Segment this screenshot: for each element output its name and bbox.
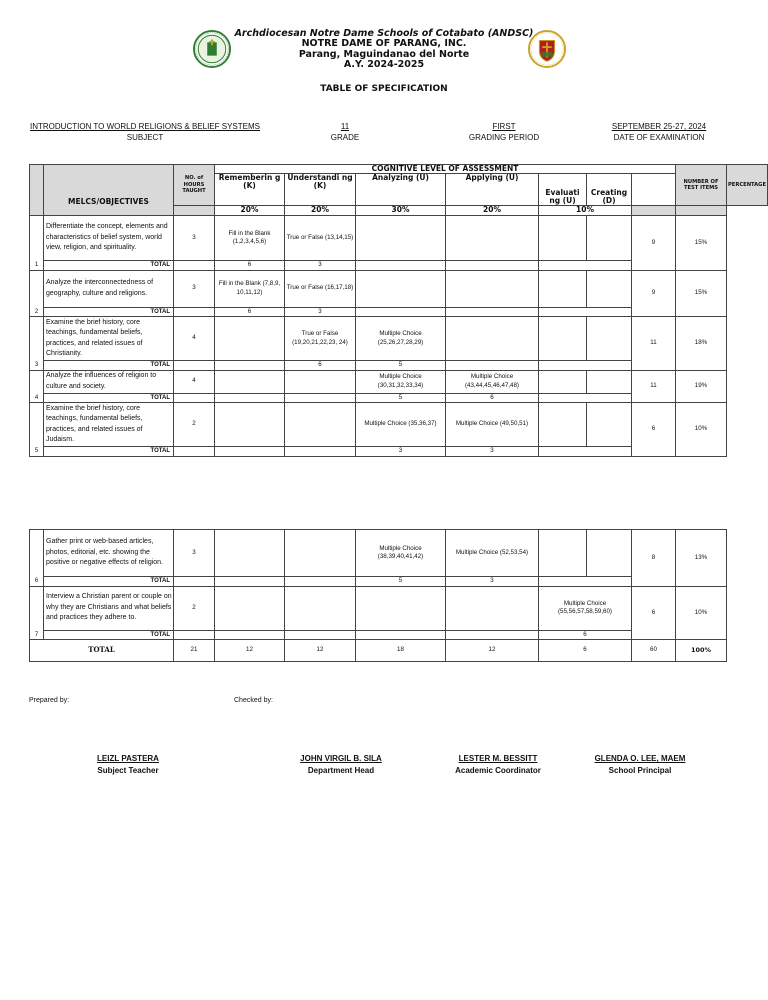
evaluating-creating-weight: 10% (539, 206, 632, 216)
subtotal-hours (174, 307, 215, 317)
subtotal-evaluating-creating: 6 (539, 630, 632, 640)
subject-label: SUBJECT (126, 133, 164, 142)
row-percentage: 15% (676, 270, 727, 317)
objective-row (30, 586, 727, 630)
evaluating-items (539, 317, 587, 361)
signatory-role: Department Head (307, 766, 375, 775)
subtotal-evaluating-creating (539, 393, 632, 403)
test-items-count: 6 (632, 586, 676, 640)
subtotal-label: TOTAL (44, 361, 174, 371)
grading-period-field (454, 121, 554, 143)
row-number: 5 (30, 403, 44, 457)
understanding-items (285, 586, 356, 630)
understanding-items: True or False (16,17,18) (285, 270, 356, 307)
hours-blank-cell (174, 206, 215, 216)
subtotal-remembering (215, 393, 285, 403)
row-percentage: 18% (676, 317, 727, 371)
row-number: 7 (30, 586, 44, 640)
subtotal-evaluating-creating (539, 307, 632, 317)
grade-field (310, 121, 380, 143)
remembering-items (215, 586, 285, 630)
subtotal-understanding (285, 630, 356, 640)
school-year: A.Y. 2024-2025 (343, 59, 425, 70)
evaluating-items (539, 370, 587, 393)
subtotal-evaluating-creating (539, 577, 632, 587)
objective-text: Analyze the interconnectedness of geography, culture and religions. (44, 270, 174, 307)
objective-row (30, 317, 768, 361)
grading-period-label: GRADING PERIOD (468, 133, 540, 142)
row-number: 6 (30, 530, 44, 587)
subtotal-applying (446, 361, 539, 371)
hours-taught: 3 (174, 270, 215, 307)
test-items-count: 9 (632, 216, 676, 271)
subtotal-analyzing (356, 307, 446, 317)
subtotal-analyzing (356, 261, 446, 271)
subtotal-analyzing: 3 (356, 447, 446, 457)
objective-text: Gather print or web-based articles, photos, editorial, etc. showing the positive or negative effects of religion. (44, 530, 174, 577)
analyzing-items: Multiple Choice (30,31,32,33,34) (356, 370, 446, 393)
test-items-count: 9 (632, 270, 676, 317)
school-address: Parang, Maguindanao del Norte (298, 48, 470, 60)
total-hours: 21 (174, 640, 215, 662)
subtotal-label: TOTAL (44, 630, 174, 640)
row-number: 1 (30, 216, 44, 271)
creating-items (587, 370, 632, 393)
percentage-header: PERCENTAGE (727, 165, 768, 206)
applying-items (446, 270, 539, 307)
total-applying: 12 (446, 640, 539, 662)
subtotal-applying: 3 (446, 577, 539, 587)
hours-taught: 3 (174, 530, 215, 577)
row-number: 3 (30, 317, 44, 371)
total-analyzing: 18 (356, 640, 446, 662)
understanding-items: True or False (13,14,15) (285, 216, 356, 261)
signatory-school-principal (570, 753, 710, 777)
analyzing-items: Multiple Choice (25,26,27,28,29) (356, 317, 446, 361)
creating-header: Creating (D) (587, 174, 632, 206)
subtotal-analyzing: 5 (356, 577, 446, 587)
hours-header: NO. of HOURS TAUGHT (174, 165, 215, 206)
applying-items: Multiple Choice (49,50,51) (446, 403, 539, 447)
applying-weight: 20% (446, 206, 539, 216)
signatory-role: Subject Teacher (97, 766, 159, 775)
evaluating-items (539, 530, 587, 577)
analyzing-items (356, 586, 446, 630)
grand-total-row (30, 640, 727, 662)
signatory-name: GLENDA O. LEE, MAEM (594, 754, 686, 763)
subtotal-evaluating-creating (539, 261, 632, 271)
remembering-items (215, 370, 285, 393)
school-header (0, 28, 768, 71)
subtotal-understanding: 3 (285, 261, 356, 271)
hours-taught: 2 (174, 403, 215, 447)
row-number: 2 (30, 270, 44, 317)
test-items-count: 11 (632, 370, 676, 403)
total-test-items: 60 (632, 640, 676, 662)
row-percentage: 10% (676, 403, 727, 457)
subtotal-hours (174, 630, 215, 640)
subtotal-remembering (215, 577, 285, 587)
evaluating-items (539, 216, 587, 261)
creating-items (587, 317, 632, 361)
subtotal-understanding (285, 393, 356, 403)
objective-text: Examine the brief history, core teachings, fundamental beliefs, practices, and related issues of Judaism. (44, 403, 174, 447)
remembering-items (215, 317, 285, 361)
understanding-header: Understandi ng (K) (285, 174, 356, 206)
creating-items (587, 403, 632, 447)
understanding-weight: 20% (285, 206, 356, 216)
hours-taught: 2 (174, 586, 215, 630)
analyzing-header: Analyzing (U) (356, 174, 446, 206)
evaluating-items (539, 403, 587, 447)
total-percentage: 100% (676, 640, 727, 662)
analyzing-weight: 30% (356, 206, 446, 216)
row-percentage: 10% (676, 586, 727, 640)
subtotal-hours (174, 393, 215, 403)
subtotal-understanding (285, 447, 356, 457)
remembering-items (215, 530, 285, 577)
objective-text: Analyze the influences of religion to culture and society. (44, 370, 174, 393)
grade-label: GRADE (330, 133, 360, 142)
applying-items: Multiple Choice (52,53,54) (446, 530, 539, 577)
signatory-name: LEIZL PASTERA (97, 754, 159, 763)
hours-taught: 3 (174, 216, 215, 261)
signatory-name: LESTER M. BESSITT (458, 754, 538, 763)
subtotal-applying (446, 261, 539, 271)
subtotal-applying (446, 307, 539, 317)
subtotal-understanding: 3 (285, 307, 356, 317)
test-items-count: 11 (632, 317, 676, 371)
subject-value: INTRODUCTION TO WORLD RELIGIONS & BELIEF SYSTEMS (30, 122, 260, 131)
checked-by-label: Checked by: (234, 697, 273, 704)
objective-row (30, 530, 727, 577)
signatory-role: Academic Coordinator (455, 766, 541, 775)
applying-items: Multiple Choice (43,44,45,46,47,48) (446, 370, 539, 393)
hours-taught: 4 (174, 317, 215, 361)
objective-row (30, 270, 768, 307)
document-title: TABLE OF SPECIFICATION (320, 84, 448, 94)
specification-table-bottom (29, 529, 727, 662)
objective-row (30, 403, 768, 447)
exam-date-value: SEPTEMBER 25-27, 2024 (611, 122, 707, 131)
creating-items (587, 530, 632, 577)
subtotal-label: TOTAL (44, 577, 174, 587)
subtotal-analyzing: 5 (356, 361, 446, 371)
subtotal-row (30, 630, 727, 640)
evaluating-items (539, 270, 587, 307)
total-understanding: 12 (285, 640, 356, 662)
melcs-header: MELCS/OBJECTIVES (44, 165, 174, 216)
subtotal-label: TOTAL (44, 393, 174, 403)
subtotal-label: TOTAL (44, 447, 174, 457)
prepared-by-label: Prepared by: (29, 697, 70, 704)
subtotal-label: TOTAL (44, 261, 174, 271)
subtotal-evaluating-creating (539, 361, 632, 371)
objective-text: Differentiate the concept, elements and characteristics of belief system, world view, religion, and spirituality. (44, 216, 174, 261)
test-items-count: 6 (632, 403, 676, 457)
signatory-name: JOHN VIRGIL B. SILA (300, 754, 382, 763)
applying-items (446, 216, 539, 261)
grand-total-label: TOTAL (30, 640, 174, 662)
items-blank-cell (632, 206, 676, 216)
subtotal-hours (174, 577, 215, 587)
understanding-items (285, 403, 356, 447)
applying-items (446, 586, 539, 630)
remembering-header: Rememberin g (K) (215, 174, 285, 206)
total-evaluating-creating: 6 (539, 640, 632, 662)
school-name: NOTRE DAME OF PARANG, INC. (301, 38, 467, 49)
creating-items (587, 270, 632, 307)
objective-text: Interview a Christian parent or couple on why they are Christians and what beliefs and practices they adhere to. (44, 586, 174, 630)
subtotal-hours (174, 447, 215, 457)
school-network-name: Archdiocesan Notre Dame Schools of Cotabato (ANDSC) (234, 28, 534, 39)
cognitive-level-header: COGNITIVE LEVEL OF ASSESSMENT (215, 165, 676, 174)
understanding-items: True or False (19,20,21,22,23, 24) (285, 317, 356, 361)
remembering-items: Fill in the Blank (1,2,3,4,5,6) (215, 216, 285, 261)
analyzing-items: Multiple Choice (38,39,40,41,42) (356, 530, 446, 577)
subtotal-applying: 6 (446, 393, 539, 403)
subtotal-row (30, 577, 727, 587)
signatory-academic-coordinator (428, 753, 568, 777)
remembering-items (215, 403, 285, 447)
subtotal-understanding (285, 577, 356, 587)
remembering-weight: 20% (215, 206, 285, 216)
objective-text: Examine the brief history, core teachings, fundamental beliefs, practices, and related issues of Christianity. (44, 317, 174, 361)
grading-period-value: FIRST (492, 122, 516, 131)
subtotal-remembering (215, 447, 285, 457)
subtotal-remembering (215, 361, 285, 371)
understanding-items (285, 530, 356, 577)
subtotal-analyzing (356, 630, 446, 640)
subtotal-applying: 3 (446, 447, 539, 457)
analyzing-items: Multiple Choice (35,36,37) (356, 403, 446, 447)
applying-header: Applying (U) (446, 174, 539, 206)
subtotal-evaluating-creating (539, 447, 632, 457)
objective-row (30, 370, 768, 393)
subject-field (30, 121, 260, 143)
subtotal-remembering (215, 630, 285, 640)
subtotal-label: TOTAL (44, 307, 174, 317)
row-percentage: 19% (676, 370, 727, 403)
row-number: 4 (30, 370, 44, 403)
signatory-department-head (271, 753, 411, 777)
subtotal-applying (446, 630, 539, 640)
subtotal-analyzing: 5 (356, 393, 446, 403)
subtotal-hours (174, 261, 215, 271)
subtotal-remembering: 6 (215, 307, 285, 317)
creating-items (587, 216, 632, 261)
subtotal-remembering: 6 (215, 261, 285, 271)
exam-date-field (596, 121, 722, 143)
specification-table-top (29, 164, 768, 457)
analyzing-items (356, 270, 446, 307)
analyzing-items (356, 216, 446, 261)
total-remembering: 12 (215, 640, 285, 662)
hours-taught: 4 (174, 370, 215, 393)
signatory-role: School Principal (608, 766, 672, 775)
subtotal-hours (174, 361, 215, 371)
header-blank-cell (30, 165, 44, 216)
grade-value: 11 (340, 122, 350, 131)
understanding-items (285, 370, 356, 393)
objective-row (30, 216, 768, 261)
percentage-blank-cell (676, 206, 727, 216)
evaluating-header: Evaluati ng (U) (539, 174, 587, 206)
row-percentage: 13% (676, 530, 727, 587)
row-percentage: 15% (676, 216, 727, 271)
evaluating-creating-items: Multiple Choice (55,56,57,58,59,60) (539, 586, 632, 630)
exam-date-label: DATE OF EXAMINATION (613, 133, 705, 142)
test-items-header: NUMBER OF TEST ITEMS (676, 165, 727, 206)
subtotal-understanding: 6 (285, 361, 356, 371)
signatory-subject-teacher (58, 753, 198, 777)
remembering-items: Fill in the Blank (7,8,9, 10,11,12) (215, 270, 285, 307)
test-items-count: 8 (632, 530, 676, 587)
applying-items (446, 317, 539, 361)
